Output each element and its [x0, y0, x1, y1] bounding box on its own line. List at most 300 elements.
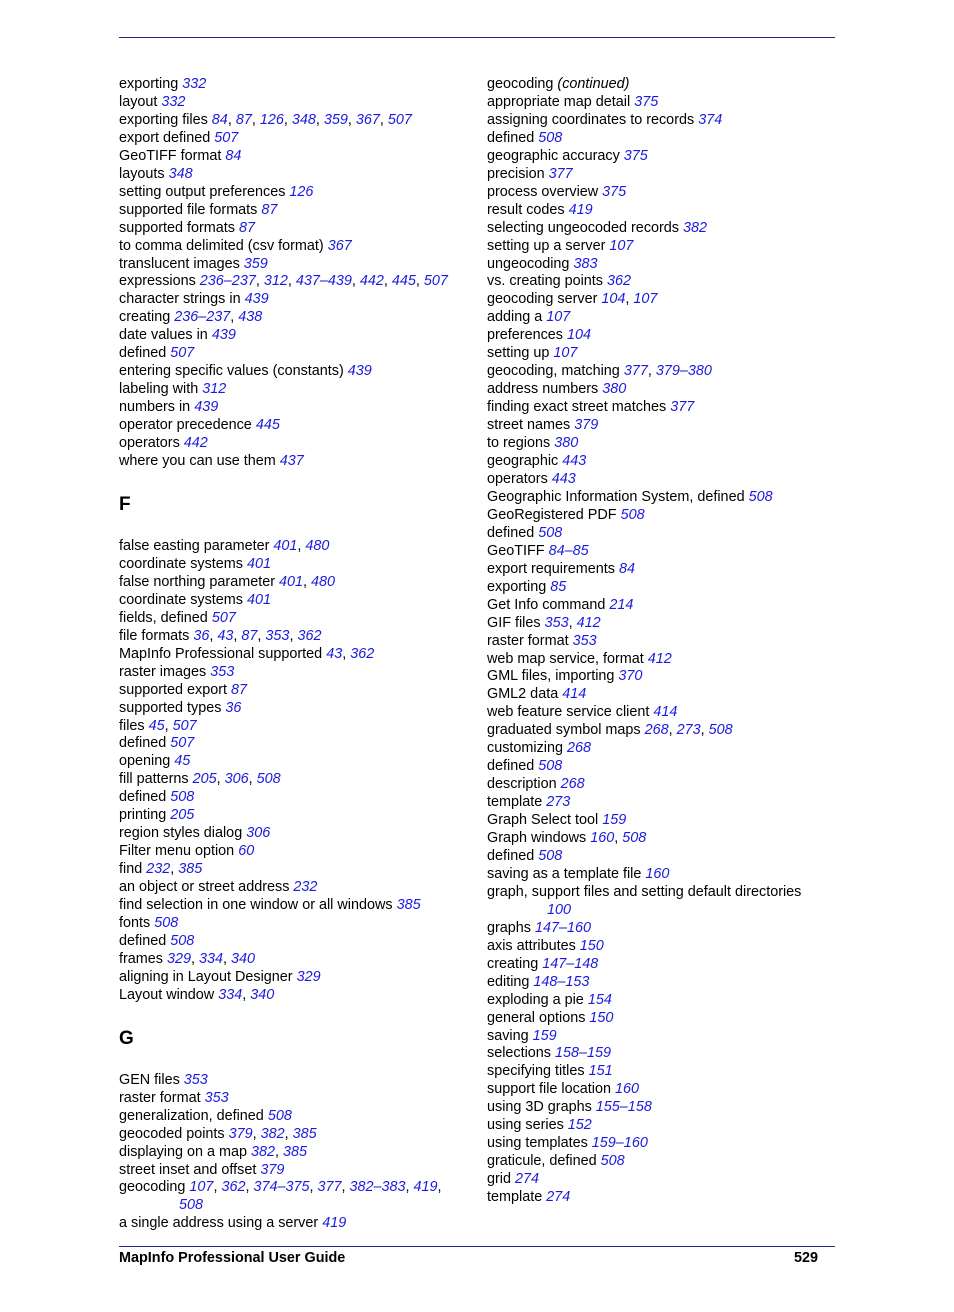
page-ref-link[interactable]: 87: [231, 681, 248, 698]
index-term: export defined: [119, 129, 211, 146]
index-term: find selection in one window or all windows: [119, 897, 393, 914]
index-term: printing: [119, 807, 167, 824]
page-ref-link[interactable]: 107: [553, 345, 578, 362]
page-ref-link[interactable]: 382: [251, 1143, 276, 1160]
header-rule: [119, 37, 835, 38]
page-ref-link[interactable]: 383: [573, 255, 598, 272]
page-ref-link[interactable]: 312: [202, 381, 227, 398]
page-ref-link[interactable]: 385: [396, 897, 421, 914]
page-ref-link[interactable]: 362: [221, 1179, 246, 1196]
index-entry: [487, 704, 827, 722]
page-ref-link[interactable]: 508: [538, 758, 563, 775]
index-entry: [487, 417, 827, 435]
page-ref-link[interactable]: 236–237: [199, 273, 256, 290]
index-entry: [119, 327, 469, 345]
index-term: opening: [119, 753, 171, 770]
index-term: defined: [487, 847, 535, 864]
page-ref-link[interactable]: 100: [547, 901, 572, 918]
index-entry: [487, 1045, 827, 1063]
page-ref-link[interactable]: 84: [211, 111, 228, 128]
page-ref-link[interactable]: 273: [546, 794, 571, 811]
page-ref-link[interactable]: 508: [600, 1153, 625, 1170]
index-entry: [119, 381, 469, 399]
index-term: geocoding server: [487, 291, 598, 308]
index-entry: displaying on a map 382, 385: [119, 1143, 308, 1160]
page-ref-link[interactable]: 377: [670, 399, 695, 416]
page-ref-link[interactable]: 334: [218, 986, 243, 1003]
index-entry: geocoding, matching 377, 379–380: [487, 363, 712, 380]
page-ref-link[interactable]: 160: [590, 830, 615, 847]
page-ref-link[interactable]: 379–380: [655, 363, 712, 380]
index-entry: [487, 740, 827, 758]
page-ref-link[interactable]: 414: [653, 704, 678, 721]
page-ref-link[interactable]: 152: [567, 1117, 592, 1134]
page-ref-link[interactable]: 107: [609, 237, 634, 254]
page-ref-link[interactable]: 414: [562, 686, 587, 703]
index-term: supported file formats: [119, 201, 258, 218]
page-ref-continuation: [119, 1197, 469, 1215]
index-entry: false easting parameter 401, 480: [119, 537, 330, 554]
page-ref-link[interactable]: 159: [602, 812, 627, 829]
index-term: geocoded points: [119, 1125, 225, 1142]
page-ref-link[interactable]: 508: [538, 847, 563, 864]
index-entry: [487, 202, 827, 220]
index-term: setting output preferences: [119, 183, 286, 200]
page-ref-link[interactable]: 507: [211, 609, 236, 626]
page-ref-link[interactable]: 367: [355, 111, 380, 128]
page-ref-link[interactable]: 87: [238, 219, 255, 236]
page-ref-link[interactable]: 507: [172, 717, 197, 734]
index-term: GIF files: [487, 614, 541, 631]
index-term: raster images: [119, 663, 207, 680]
page-ref-link[interactable]: 268: [566, 740, 591, 757]
index-term: defined: [119, 735, 167, 752]
index-term: street inset and offset: [119, 1161, 257, 1178]
page-ref-link[interactable]: 508: [170, 932, 195, 949]
page-ref-link[interactable]: 439: [347, 363, 372, 380]
index-term: adding a: [487, 309, 543, 326]
page-ref-link[interactable]: 150: [579, 937, 604, 954]
index-entry: [119, 76, 469, 94]
index-entry: [487, 651, 827, 669]
page-ref-link[interactable]: 147–160: [535, 919, 592, 936]
index-term: geocoding: [119, 1179, 186, 1196]
index-term: to regions: [487, 435, 551, 452]
page-ref-link[interactable]: 104: [567, 327, 592, 344]
page-ref-link[interactable]: 84–85: [548, 542, 589, 559]
page-ref-link[interactable]: 236–237: [174, 309, 231, 326]
index-term: editing: [487, 973, 530, 990]
index-term: grid: [487, 1171, 511, 1188]
page-ref-link[interactable]: 507: [387, 111, 412, 128]
index-term: defined: [487, 524, 535, 541]
page-ref-link[interactable]: 36: [225, 699, 242, 716]
index-entry: MapInfo Professional supported 43, 362: [119, 645, 375, 662]
page-ref-link[interactable]: 377: [623, 363, 648, 380]
page-ref-link[interactable]: 353: [183, 1071, 208, 1088]
page-ref-link[interactable]: 268: [644, 722, 669, 739]
page-ref-link[interactable]: 107: [633, 291, 658, 308]
index-entry: [487, 525, 827, 543]
page-ref-link[interactable]: 107: [546, 309, 571, 326]
index-entry: [119, 256, 469, 274]
index-term: address numbers: [487, 381, 599, 398]
index-term: GeoRegistered PDF: [487, 506, 617, 523]
page-ref-link[interactable]: 340: [231, 950, 256, 967]
index-entry: [119, 291, 469, 309]
index-term: graticule, defined: [487, 1153, 597, 1170]
index-term: GML files, importing: [487, 668, 615, 685]
page-ref-link[interactable]: 508: [748, 488, 773, 505]
page-ref-link[interactable]: 508: [179, 1197, 204, 1214]
page-ref-link[interactable]: 412: [647, 650, 672, 667]
index-entry: [119, 807, 469, 825]
page-ref-link[interactable]: 43: [217, 627, 234, 644]
page-ref-link[interactable]: 205: [192, 771, 217, 788]
index-entry: [487, 758, 827, 776]
page-ref-link[interactable]: 306: [246, 825, 271, 842]
page-ref-link[interactable]: 126: [259, 111, 284, 128]
page-ref-link[interactable]: 43: [326, 645, 343, 662]
index-entry: [487, 1028, 827, 1046]
index-term: defined: [487, 129, 535, 146]
index-entry: [487, 812, 827, 830]
page-ref-link[interactable]: 150: [589, 1009, 614, 1026]
page-ref-link[interactable]: 60: [238, 843, 255, 860]
page-ref-link[interactable]: 508: [620, 506, 645, 523]
index-term: general options: [487, 1009, 586, 1026]
page-ref-link[interactable]: 36: [193, 627, 210, 644]
index-entry: [487, 76, 827, 94]
index-entry: files 45, 507: [119, 717, 197, 734]
page-ref-link[interactable]: 126: [289, 183, 314, 200]
page-ref-link[interactable]: 340: [250, 986, 275, 1003]
index-entry: [487, 597, 827, 615]
index-entry: false northing parameter 401, 480: [119, 573, 336, 590]
page-ref-link[interactable]: 155–158: [595, 1099, 652, 1116]
index-term: raster format: [487, 632, 569, 649]
index-entry: [487, 668, 827, 686]
page-ref-link[interactable]: 374: [698, 111, 723, 128]
index-entry: exporting files 84, 87, 126, 348, 359, 367, 507: [119, 111, 412, 128]
page-ref-link[interactable]: 374–375: [253, 1179, 310, 1196]
page-ref-link[interactable]: 159–160: [591, 1135, 648, 1152]
page-ref-link[interactable]: 375: [623, 147, 648, 164]
page-ref-link[interactable]: 332: [161, 93, 186, 110]
index-entry: [487, 435, 827, 453]
page-ref-link[interactable]: 273: [676, 722, 701, 739]
page-ref-link[interactable]: 379: [574, 417, 599, 434]
index-entry: [119, 789, 469, 807]
page-ref-link[interactable]: 87: [235, 111, 252, 128]
page-ref-link[interactable]: 507: [170, 735, 195, 752]
page-ref-link[interactable]: 437: [279, 453, 304, 470]
page-ref-link[interactable]: 45: [174, 753, 191, 770]
page-ref-link[interactable]: 380: [602, 381, 627, 398]
index-entry: geocoding 107, 362, 374–375, 377, 382–383, 419, 508: [119, 1179, 469, 1215]
page-ref-link[interactable]: 508: [154, 914, 179, 931]
page-ref-link[interactable]: 382: [683, 219, 708, 236]
index-entry: geocoding server 104, 107: [487, 291, 658, 308]
index-entry: Graph windows 160, 508: [487, 830, 647, 847]
page-ref-link[interactable]: 87: [261, 201, 278, 218]
page-ref-link[interactable]: 439: [211, 327, 236, 344]
index-term: character strings in: [119, 291, 241, 308]
page-ref-link[interactable]: 334: [199, 950, 224, 967]
index-term: setting up: [487, 345, 550, 362]
index-entry: [487, 148, 827, 166]
index-entry: creating 236–237, 438: [119, 309, 263, 326]
index-term: using series: [487, 1117, 564, 1134]
index-term: files: [119, 717, 145, 734]
index-term: operators: [119, 435, 180, 452]
page-ref-link[interactable]: 306: [224, 771, 249, 788]
page-ref-link[interactable]: 362: [606, 273, 631, 290]
index-term: ungeocoding: [487, 255, 570, 272]
index-entry: [487, 507, 827, 525]
page-ref-link[interactable]: 508: [538, 524, 563, 541]
index-entry: [487, 938, 827, 956]
page-ref-link[interactable]: 442: [183, 435, 208, 452]
index-term: find: [119, 861, 143, 878]
page-ref-link[interactable]: 359: [243, 255, 268, 272]
index-entry: expressions 236–237, 312, 437–439, 442, 445, 507: [119, 273, 448, 290]
index-entry: [487, 273, 827, 291]
index-term: where you can use them: [119, 453, 276, 470]
index-term: geographic: [487, 453, 559, 470]
page-ref-link[interactable]: 437–439: [295, 273, 352, 290]
page-ref-link[interactable]: 443: [551, 470, 576, 487]
page-ref-link[interactable]: 419: [322, 1215, 347, 1232]
page-ref-link[interactable]: 382–383: [349, 1179, 406, 1196]
page-ref-link[interactable]: 232: [293, 879, 318, 896]
index-term: Graph windows: [487, 830, 587, 847]
page-ref-link[interactable]: 385: [178, 861, 203, 878]
index-entry: [487, 489, 827, 507]
index-term: exporting: [119, 76, 179, 92]
page-ref-link[interactable]: 401: [279, 573, 304, 590]
page-ref-link[interactable]: 401: [246, 591, 271, 608]
index-entry: [119, 969, 469, 987]
page-ref-link[interactable]: 107: [189, 1179, 214, 1196]
page-ref-link[interactable]: 379: [228, 1125, 253, 1142]
index-term: fonts: [119, 914, 151, 931]
index-entry: [119, 897, 469, 915]
index-entry: [119, 879, 469, 897]
page-ref-link[interactable]: 359: [323, 111, 348, 128]
index-entry: [487, 992, 827, 1010]
index-entry: [487, 112, 827, 130]
page-ref-link[interactable]: 380: [554, 435, 579, 452]
index-term: saving as a template file: [487, 865, 642, 882]
index-entry: [119, 753, 469, 771]
page-ref-link[interactable]: 362: [350, 645, 375, 662]
page-ref-link[interactable]: 151: [588, 1063, 613, 1080]
page-ref-link[interactable]: 377: [548, 165, 573, 182]
index-entry: [487, 238, 827, 256]
page-ref-link[interactable]: 312: [263, 273, 288, 290]
page-ref-link[interactable]: 84: [225, 147, 242, 164]
page-ref-link[interactable]: 508: [708, 722, 733, 739]
index-term: selecting ungeocoded records: [487, 219, 680, 236]
page-ref-link[interactable]: 419: [568, 201, 593, 218]
index-term: entering specific values (constants): [119, 363, 344, 380]
index-entry: [119, 202, 469, 220]
page-ref-link[interactable]: 353: [204, 1089, 229, 1106]
index-term: supported types: [119, 699, 222, 716]
page-ref-link[interactable]: 329: [166, 950, 191, 967]
page-ref-link[interactable]: 160: [645, 865, 670, 882]
page-ref-link[interactable]: 205: [170, 807, 195, 824]
index-entry: [487, 776, 827, 794]
index-entry: find 232, 385: [119, 861, 203, 878]
page-ref-link[interactable]: 508: [538, 129, 563, 146]
index-term: exporting: [487, 578, 547, 595]
index-term: coordinate systems: [119, 555, 243, 572]
index-column-right: [487, 76, 827, 1207]
page-ref-link[interactable]: 442: [359, 273, 384, 290]
index-term: fields, defined: [119, 609, 208, 626]
page-ref-link[interactable]: 232: [146, 861, 171, 878]
page-ref-link[interactable]: 438: [238, 309, 263, 326]
page-ref-link[interactable]: 507: [214, 129, 239, 146]
page-ref-link[interactable]: 508: [170, 789, 195, 806]
page-ref-link[interactable]: 445: [255, 417, 280, 434]
index-term: selections: [487, 1045, 551, 1062]
index-term: axis attributes: [487, 937, 576, 954]
page-ref-link[interactable]: 385: [283, 1143, 308, 1160]
index-entry: [487, 94, 827, 112]
index-entry: frames 329, 334, 340: [119, 950, 256, 967]
page-ref-link[interactable]: 379: [260, 1161, 285, 1178]
page-ref-link[interactable]: 87: [241, 627, 258, 644]
page-ref-link[interactable]: 508: [267, 1107, 292, 1124]
index-term: supported export: [119, 681, 228, 698]
page-ref-link[interactable]: 85: [550, 578, 567, 595]
index-term: web feature service client: [487, 704, 650, 721]
page-ref-link[interactable]: 148–153: [533, 973, 590, 990]
page-ref-link[interactable]: 507: [170, 345, 195, 362]
page-ref-link[interactable]: 507: [423, 273, 448, 290]
page-ref-link[interactable]: 348: [291, 111, 316, 128]
page-ref-link[interactable]: 154: [587, 991, 612, 1008]
page-ref-link[interactable]: 375: [634, 93, 659, 110]
index-term: translucent images: [119, 255, 240, 272]
page-ref-link[interactable]: 401: [273, 537, 298, 554]
page-ref-link[interactable]: 353: [265, 627, 290, 644]
index-entry: [487, 453, 827, 471]
page-ref-link[interactable]: 329: [296, 968, 321, 985]
index-entry: [487, 399, 827, 417]
index-term: GeoTIFF: [487, 542, 545, 559]
page-ref-link[interactable]: 353: [544, 614, 569, 631]
page-ref-link[interactable]: 439: [244, 291, 269, 308]
index-entry: [119, 556, 469, 574]
page-ref-link[interactable]: 348: [168, 165, 193, 182]
page-ref-link[interactable]: 385: [292, 1125, 317, 1142]
page-ref-link[interactable]: 375: [602, 183, 627, 200]
index-entry: [119, 417, 469, 435]
index-term: using templates: [487, 1135, 588, 1152]
index-entry: [487, 686, 827, 704]
index-entry: [487, 1117, 827, 1135]
index-term: exploding a pie: [487, 991, 584, 1008]
index-term: description: [487, 776, 557, 793]
index-entry: [487, 579, 827, 597]
index-term: Get Info command: [487, 596, 606, 613]
index-entry: [119, 1162, 469, 1180]
page-ref-link[interactable]: 45: [148, 717, 165, 734]
index-term: street names: [487, 417, 571, 434]
index-term: Geographic Information System, defined: [487, 488, 745, 505]
page-ref-link[interactable]: 158–159: [555, 1045, 612, 1062]
index-term: GEN files: [119, 1071, 180, 1088]
page-ref-link[interactable]: 84: [618, 560, 635, 577]
index-term: aligning in Layout Designer: [119, 968, 293, 985]
page-ref-link[interactable]: 214: [609, 596, 634, 613]
index-entry: [487, 309, 827, 327]
index-entry: [119, 664, 469, 682]
page-ref-link[interactable]: 104: [601, 291, 626, 308]
index-term: a single address using a server: [119, 1215, 319, 1232]
page-ref-link[interactable]: 362: [297, 627, 322, 644]
index-term: exporting files: [119, 111, 208, 128]
index-entry: [487, 794, 827, 812]
index-entry: [487, 327, 827, 345]
index-entry: [487, 381, 827, 399]
index-entry: [487, 1171, 827, 1189]
page-ref-link[interactable]: 443: [562, 453, 587, 470]
page-ref-link[interactable]: 445: [391, 273, 416, 290]
page-ref-link[interactable]: 268: [560, 776, 585, 793]
index-term: operators: [487, 470, 548, 487]
page-ref-link[interactable]: 382: [260, 1125, 285, 1142]
index-entry: [119, 682, 469, 700]
index-entry: fill patterns 205, 306, 508: [119, 771, 281, 788]
index-term: result codes: [487, 201, 565, 218]
page-ref-link[interactable]: 147–148: [542, 955, 599, 972]
page-ref-link[interactable]: 508: [622, 830, 647, 847]
index-entry: [119, 1090, 469, 1108]
page-ref-link[interactable]: 480: [305, 537, 330, 554]
page-ref-link[interactable]: 367: [327, 237, 352, 254]
index-entry: [487, 884, 827, 920]
page-ref-link[interactable]: 508: [256, 771, 281, 788]
page-ref-link[interactable]: 274: [515, 1171, 540, 1188]
page-ref-link[interactable]: 377: [317, 1179, 342, 1196]
page-ref-link[interactable]: 353: [572, 632, 597, 649]
index-entry: [487, 1135, 827, 1153]
index-entry: [119, 184, 469, 202]
page-ref-link[interactable]: 401: [246, 555, 271, 572]
index-term: date values in: [119, 327, 208, 344]
index-term: GeoTIFF format: [119, 147, 222, 164]
page-ref-link[interactable]: 160: [615, 1081, 640, 1098]
page-ref-link[interactable]: 159: [532, 1027, 557, 1044]
index-entry: [487, 1081, 827, 1099]
page-ref-link[interactable]: 419: [413, 1179, 438, 1196]
page-ref-link[interactable]: 412: [576, 614, 601, 631]
index-entry: graduated symbol maps 268, 273, 508: [487, 722, 733, 739]
page-ref-link[interactable]: 353: [210, 663, 235, 680]
page-ref-link[interactable]: 439: [194, 399, 219, 416]
page-ref-link[interactable]: 274: [546, 1189, 571, 1206]
page-ref-link[interactable]: 480: [311, 573, 336, 590]
page-ref-link[interactable]: 332: [182, 76, 207, 92]
index-entry: [119, 825, 469, 843]
index-term: MapInfo Professional supported: [119, 645, 323, 662]
page-ref-link[interactable]: 370: [618, 668, 643, 685]
